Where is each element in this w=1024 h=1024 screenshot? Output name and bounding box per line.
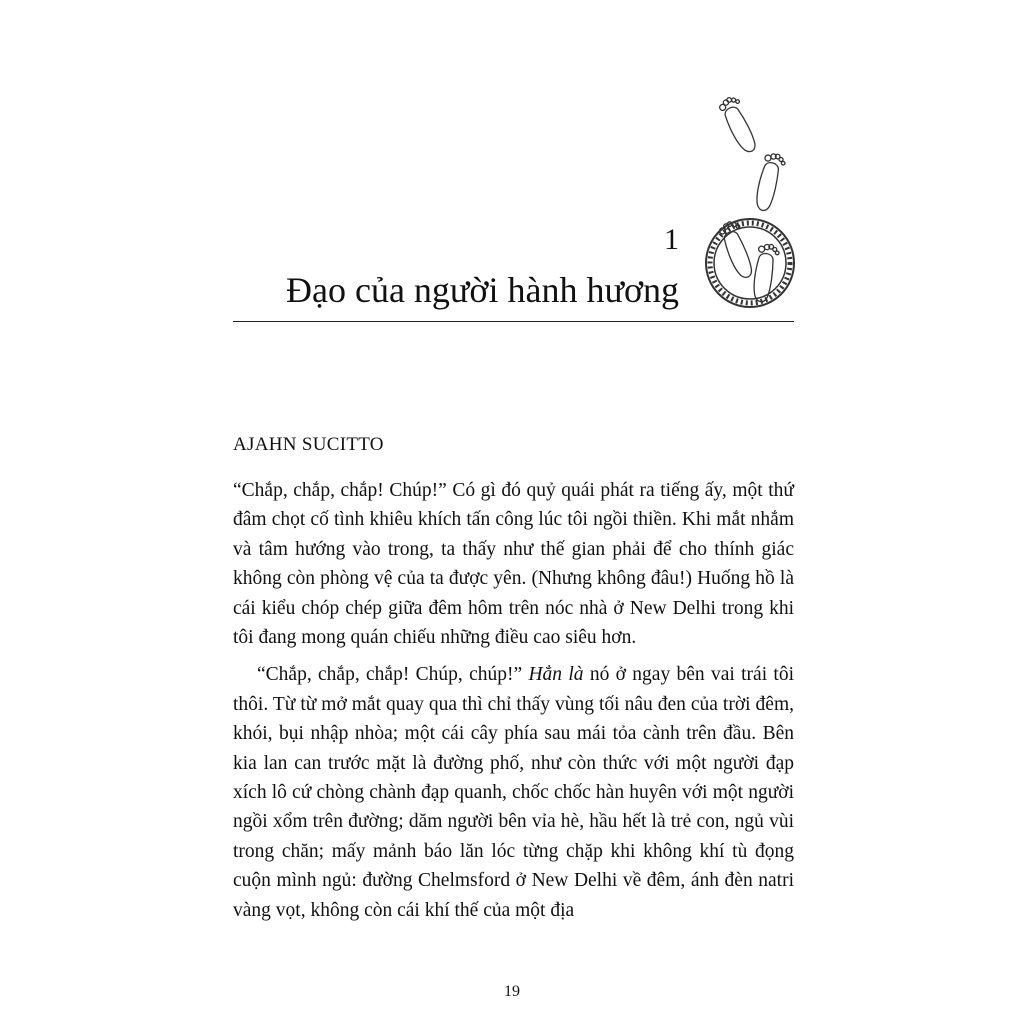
title-divider bbox=[233, 321, 794, 322]
chapter-title: Đạo của người hành hương bbox=[285, 270, 679, 310]
footprint-icon bbox=[718, 219, 757, 281]
paragraph-rest: nó ở ngay bên vai trái tôi thôi. Từ từ mở mắt quay qua thì chỉ thấy vùng tối nâu đen của trời đêm, khói, bụi nhập nhòa; một cái cây phía sau mái tỏa cành trên đầu. Bên kia lan can trước mặt là đường phố, như còn thức với một người đạp xích lô cứ chòng chành đạp quanh, chốc chốc hàn huyên với một người ngồi xổm trên đường; dăm người bên vỉa hè, hầu hết là trẻ con, ngủ vùi trong chăn; mấy mảnh báo lăn lóc từng chặp khi không khí tù đọng cuộn mình ngủ: đường Chelmsford ở New Delhi về đêm, ánh đèn natri vàng vọt, không còn cái khí thế của một địa bbox=[233, 664, 795, 921]
chapter-number: 1 bbox=[664, 223, 679, 256]
page-number: 19 bbox=[504, 983, 520, 1000]
footprint-icon bbox=[717, 94, 760, 156]
paragraph-lead: “Chắp, chắp, chắp! Chúp, chúp!” bbox=[257, 664, 529, 686]
emphasis-text: Hẳn là bbox=[528, 664, 584, 686]
footprints-illustration bbox=[700, 88, 800, 318]
paragraph: “Chắp, chắp, chắp! Chúp!” Có gì đó quỷ quái phát ra tiếng ấy, một thứ đâm chọt cố tình khiêu khích tấn công lúc tôi ngồi thiền. Khi mắt nhắm và tâm hướng vào trong, ta thấy như thế gian phải để cho thính giác không còn phòng vệ của ta được yên. (Nhưng không đâu!) Huống hồ là cái kiểu chóp chép giữa đêm hôm trên nóc nhà ở New Delhi trong khi tôi đang mong quán chiếu những điều cao siêu hơn. bbox=[233, 480, 794, 649]
chapter-body bbox=[233, 476, 794, 925]
author-name: AJAHN SUCITTO bbox=[233, 434, 384, 455]
paragraph bbox=[233, 660, 794, 925]
footprint-icon bbox=[752, 151, 787, 213]
